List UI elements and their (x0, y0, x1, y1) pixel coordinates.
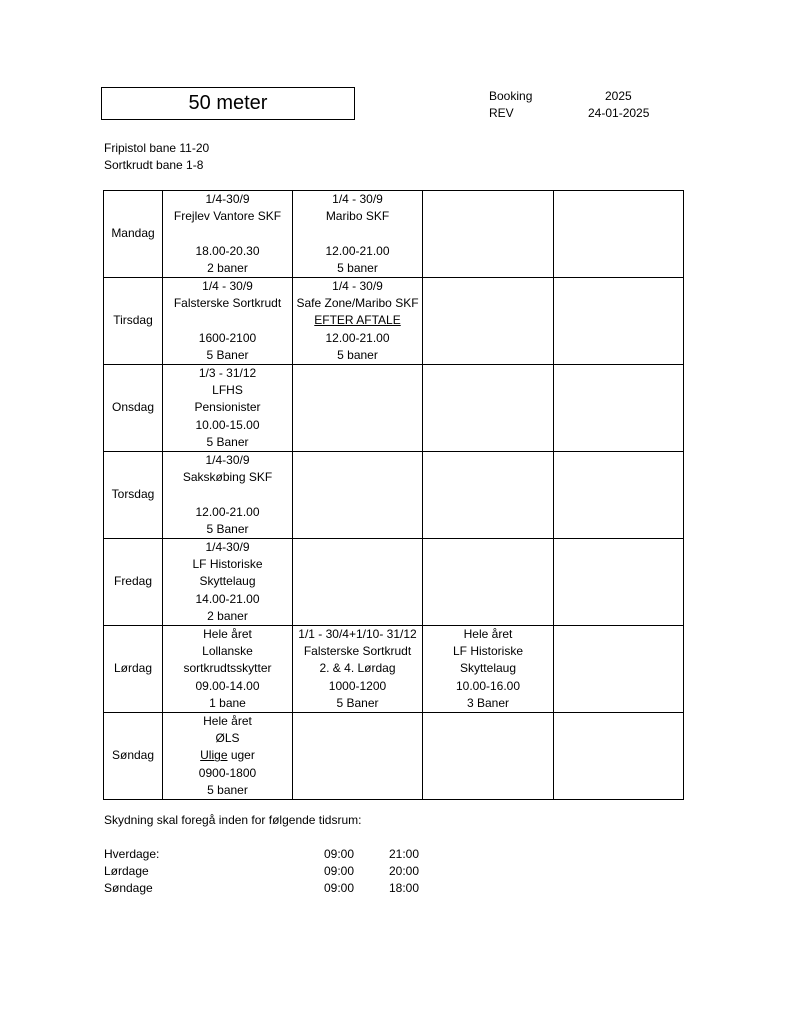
cell-line: 2. & 4. Lørdag (319, 661, 396, 676)
empty-cell (554, 713, 684, 800)
subline-sortkrudt: Sortkrudt bane 1-8 (104, 158, 204, 172)
cell-line: sortkrudtsskytter (183, 661, 272, 676)
ulige-text: Ulige (200, 748, 228, 763)
booking-cell (163, 365, 293, 452)
booking-cell (423, 626, 554, 713)
uger-text: uger (227, 748, 255, 763)
table-row (104, 452, 684, 539)
cell-line: 3 Baner (466, 695, 510, 710)
hours-label-sunday: Søndage (104, 881, 153, 895)
cell-line: 5 Baner (206, 521, 249, 536)
cell-line: 5 baner (337, 260, 378, 275)
cell-line: 12.00-21.00 (325, 330, 390, 345)
empty-cell (423, 713, 554, 800)
cell-line: 18.00-20.30 (195, 243, 260, 258)
booking-cell (163, 452, 293, 539)
table-row (104, 278, 684, 365)
cell-line: 1/4 - 30/9 (332, 279, 383, 293)
cell-line: 1/4 - 30/9 (332, 192, 383, 206)
cell-line: Falsterske Sortkrudt (173, 296, 282, 311)
rev-label: REV (489, 106, 514, 120)
cell-line: 1/4 - 30/9 (202, 279, 253, 293)
empty-cell (554, 365, 684, 452)
empty-cell (554, 452, 684, 539)
empty-cell (293, 452, 423, 539)
cell-line: 1/4-30/9 (205, 540, 250, 555)
day-label-fredag: Fredag (104, 539, 163, 626)
empty-cell (423, 191, 554, 278)
page-title-box (101, 87, 355, 120)
empty-cell (293, 713, 423, 800)
cell-line: 5 Baner (336, 695, 379, 710)
day-label-sondag: Søndag (104, 713, 163, 800)
booking-cell (293, 191, 423, 278)
cell-line: LFHS (212, 383, 243, 398)
booking-cell (163, 191, 293, 278)
cell-line: Skyttelaug (459, 661, 517, 676)
table-row (104, 191, 684, 278)
hours-to-weekdays: 21:00 (389, 847, 420, 861)
schedule-table (103, 190, 684, 800)
cell-line: Safe Zone/Maribo SKF (296, 296, 419, 311)
rev-value: 24-01-2025 (588, 106, 650, 120)
cell-line: Frejlev Vantore SKF (173, 209, 282, 224)
hours-label-saturday: Lørdage (104, 864, 149, 878)
cell-line: Lollanske (202, 644, 253, 659)
cell-line (163, 747, 292, 764)
efter-aftale-note: EFTER AFTALE (314, 313, 401, 328)
cell-line (163, 225, 292, 242)
hours-from-sunday: 09:00 (324, 881, 355, 895)
empty-cell (554, 626, 684, 713)
cell-line: 0900-1800 (198, 765, 257, 780)
booking-cell (163, 626, 293, 713)
table-row (104, 626, 684, 713)
day-label-onsdag: Onsdag (104, 365, 163, 452)
hours-to-sunday: 18:00 (389, 881, 420, 895)
cell-line: 5 Baner (206, 434, 249, 449)
empty-cell (423, 365, 554, 452)
cell-line (163, 312, 292, 329)
booking-label: Booking (489, 89, 533, 103)
empty-cell (423, 539, 554, 626)
empty-cell (293, 539, 423, 626)
page-title: 50 meter (188, 92, 268, 114)
cell-line: 12.00-21.00 (195, 504, 260, 519)
booking-cell (163, 713, 293, 800)
hours-from-weekdays: 09:00 (324, 847, 355, 861)
cell-line: 1/1 - 30/4+1/10- 31/12 (298, 627, 417, 642)
cell-line: Hele året (203, 714, 252, 729)
cell-line: ØLS (215, 731, 240, 746)
day-label-lordag: Lørdag (104, 626, 163, 713)
booking-cell (293, 278, 423, 365)
cell-line: 1000-1200 (328, 678, 387, 693)
table-row (104, 365, 684, 452)
cell-line: 10.00-16.00 (455, 678, 521, 693)
empty-cell (554, 539, 684, 626)
booking-cell (293, 626, 423, 713)
cell-line: 09.00-14.00 (195, 678, 260, 693)
empty-cell (423, 452, 554, 539)
cell-line: 1 bane (209, 695, 246, 710)
hours-to-saturday: 20:00 (389, 864, 420, 878)
booking-cell (163, 278, 293, 365)
empty-cell (554, 278, 684, 365)
cell-line: 2 baner (207, 260, 248, 275)
table-row (104, 539, 684, 626)
cell-line: 5 baner (337, 347, 378, 362)
day-label-torsdag: Torsdag (104, 452, 163, 539)
cell-line: 1/3 - 31/12 (198, 366, 257, 381)
cell-line: 1/4-30/9 (205, 192, 250, 206)
day-label-mandag: Mandag (104, 191, 163, 278)
table-row (104, 713, 684, 800)
cell-line: Pensionister (194, 400, 261, 415)
cell-line: Skyttelaug (199, 574, 256, 589)
cell-line: Hele året (463, 627, 513, 642)
cell-line: Sakskøbing SKF (182, 470, 273, 485)
cell-line: 12.00-21.00 (325, 243, 390, 258)
empty-cell (293, 365, 423, 452)
cell-line: 1/4-30/9 (205, 453, 250, 468)
cell-line: LF Historiske (192, 557, 263, 572)
footer-intro: Skydning skal foregå inden for følgende tidsrum: (104, 813, 362, 827)
cell-line: LF Historiske (452, 644, 523, 659)
empty-cell (423, 278, 554, 365)
hours-from-saturday: 09:00 (324, 864, 355, 878)
cell-line: Hele året (203, 627, 252, 642)
cell-line: Maribo SKF (325, 209, 390, 224)
cell-line: Falsterske Sortkrudt (303, 644, 412, 659)
cell-line: 5 Baner (206, 347, 249, 362)
day-label-tirsdag: Tirsdag (104, 278, 163, 365)
cell-line: 1600-2100 (198, 330, 257, 345)
booking-value: 2025 (605, 89, 632, 103)
cell-line (163, 486, 292, 503)
cell-line: 14.00-21.00 (195, 591, 260, 606)
empty-cell (554, 191, 684, 278)
hours-label-weekdays: Hverdage: (104, 847, 160, 861)
cell-line (293, 225, 422, 242)
cell-line: 5 baner (207, 782, 248, 797)
cell-line: 10.00-15.00 (195, 417, 260, 432)
cell-line: 2 baner (207, 608, 248, 623)
subline-fripistol: Fripistol bane 11-20 (104, 141, 210, 155)
booking-cell (163, 539, 293, 626)
